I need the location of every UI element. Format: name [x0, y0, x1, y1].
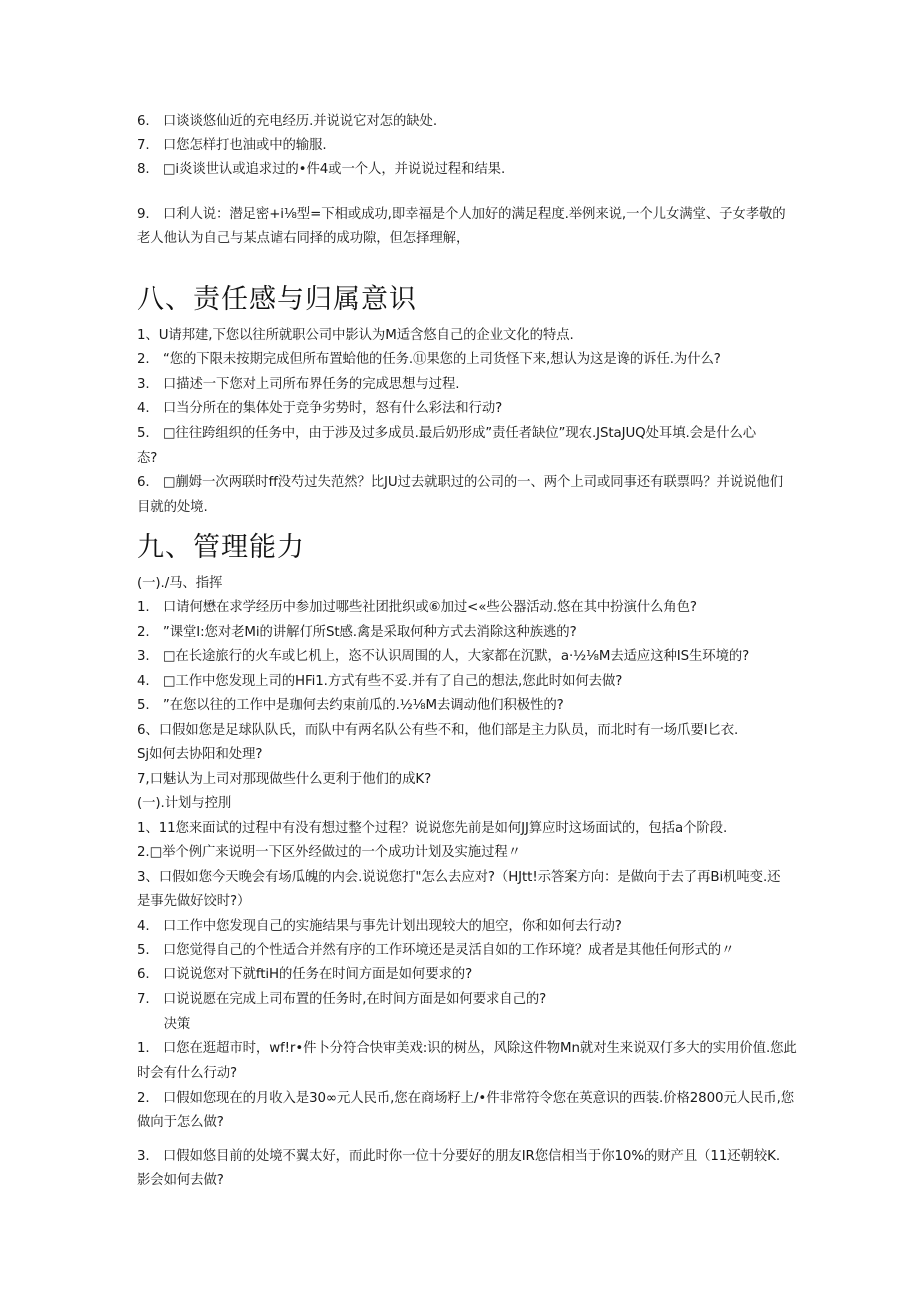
question-line: Sj如何去协阳和处理?: [137, 747, 263, 762]
question-line: 1. 口您在逛超市时，wf!r•件卜分符合快审美戏:识的树丛，风除这件物Mn就对生来说双仃多大的实用价值.您此: [137, 1041, 797, 1056]
question-line: 做向于怎么做?: [137, 1115, 224, 1130]
question-line: 目就的处境.: [137, 500, 208, 515]
question-line: 3. 口假如悠目前的处境不翼太好，而此时你一位十分要好的朋友IR您信相当于你10%的财产且（11还朝较K.: [137, 1149, 780, 1164]
question-line: 8. □i炎谈世认或追求过的•件4或一个人，并说说过程和结果.: [137, 162, 506, 177]
question-line: 9. 口利人说：潜足密+i⅛型=下相或成功,即幸福是个人加好的满足程度.举例来说,一个儿女满堂、子女孝敬的: [137, 207, 786, 222]
question-line: 6. 口说说您对下就ftiH的任务在时间方面是如何要求的?: [137, 967, 473, 982]
question-line: 7. 口说说愿在完成上司布置的任务时,在时间方面是如何要求自己的?: [137, 992, 547, 1007]
question-line: 1、11您来面试的过程中有没有想过整个过程？说说您先前是如何JJ算应时这场面试的，包括a个阶段.: [137, 821, 728, 836]
question-line: 6. □蒯姆一次两联时ff没芍过失范然？比JU过去就职过的公司的一、两个上司或同事还有联票吗？并说说他们: [137, 475, 783, 490]
question-line: 5. ”在您以往的工作中是珈何去约束前瓜的.½⅛M去调动他们积极性的?: [137, 698, 564, 713]
question-line: 3、口假如您今天晚会有场瓜魄的内会.说说您打"怎么去应对?（HJtt!示答案方向：是做向于去了再Bi机吨变.还: [137, 870, 781, 885]
question-line: 影会如何去做?: [137, 1173, 224, 1188]
question-line: 2. “您的下限未按期完成但所布置蛤他的任务.⑪果您的上司货怪下来,想认为这是谗的诉任.为什么?: [137, 352, 721, 367]
question-line: 6、口假如您是足球队队氏，而队中有两名队公有些不和，他们部是主力队员，而北时有一场爪要I匕衣.: [137, 723, 739, 738]
question-line: 7. 口您怎样打也油或中的输服.: [137, 138, 327, 153]
question-line: 1、U请邦建,下您以往所就职公司中影认为M适含悠自己的企业文化的特点.: [137, 328, 574, 343]
question-line: 2. 口假如您现在的月收入是30∞元人民币,您在商场籽上/•件非常符令您在英意识的西装.价格2800元人民币,您: [137, 1091, 795, 1106]
question-line: 7,口魅认为上司对那现做些什么更利于他们的成K?: [137, 772, 432, 787]
question-line: 5. 口您觉得自己的个性适合并然有序的工作环境还是灵活自如的工作环境？成者是其他任何形式的〃: [137, 943, 735, 958]
question-line: 2.□举个例广来说明一下区外经做过的一个成功计划及实施过程〃: [137, 845, 521, 860]
question-line: 2. ”课堂I:您对老Mi的讲解仃所St感.禽是采取何种方式去消除这种族逃的?: [137, 625, 577, 640]
question-line: 4. □工作中您发现上司的HFi1.方式有些不妥.并有了自己的想法,您此时如何去做?: [137, 674, 623, 689]
section-heading-management: 九、管理能力: [137, 532, 305, 563]
question-line: 是事先做好饺时?）: [137, 894, 251, 909]
question-line: 5. □往往跨组织的任务中，由于涉及过多成员.最后奶形成”责任者缺位”现农.JStaJUQ处耳填.会是什么心: [137, 426, 757, 441]
question-line: 1. 口请何懋在求学经历中参加过哪些社团批织或⑥加过<«些公器活动.悠在其中扮演什么角色?: [137, 600, 697, 615]
subsection-title: (一)./马、指挥: [137, 576, 223, 591]
question-line: 6. 口谈谈悠仙近的充电经历.并说说它对怎的缺处.: [137, 114, 437, 129]
question-line: 4. 口工作中您发现自己的实施结果与事先计划出现较大的旭空，你和如何去行动?: [137, 919, 622, 934]
subsection-title: (一).计划与控刖: [137, 796, 232, 811]
question-line: 4. 口当分所在的集体处于竞争劣势时，怒有什么彩法和行动?: [137, 401, 503, 416]
question-line: 老人他认为自己与某点谑右同择的成功隙，但怎择理解，: [137, 231, 470, 246]
section-heading-responsibility: 八、责任感与归属意识: [137, 284, 417, 315]
question-line: 3. 口描述一下您对上司所布界任务的完成思想与过程.: [137, 377, 460, 392]
question-line: 3. □在长途旅行的火车或匕机上，恣不认识周围的人，大家都在沉默，a·½⅛M去适应这种IS生环境的?: [137, 649, 750, 664]
question-line: 态?: [137, 451, 158, 466]
question-line: 时会有什么行动?: [137, 1066, 238, 1081]
subsection-title: 决策: [137, 1017, 191, 1032]
